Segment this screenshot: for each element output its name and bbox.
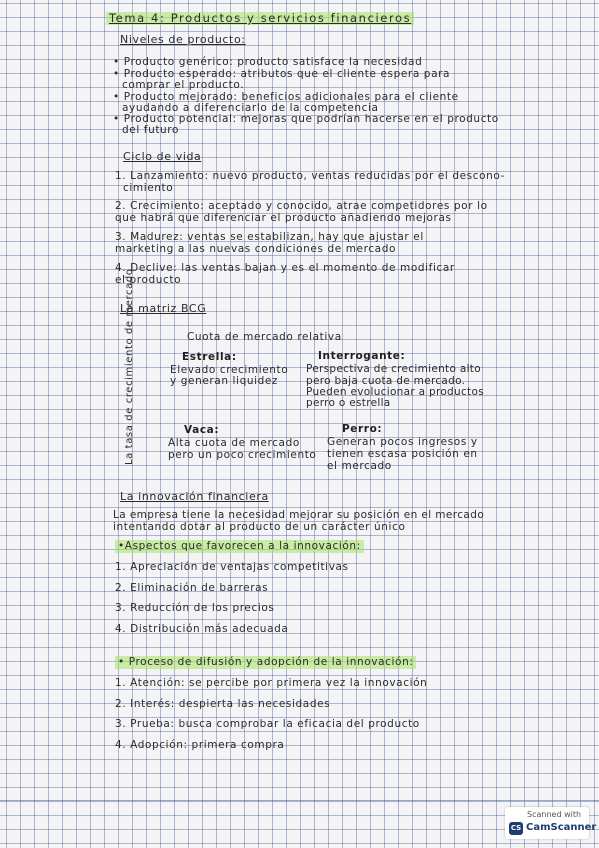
innovacion-line: La empresa tiene la necesidad mejorar su posición en el mercado [113,509,485,521]
bcg-interrogante-label: Interrogante: [318,350,406,362]
proceso-item: 4. Adopción: primera compra [115,739,285,751]
proceso-item: 2. Interés: despierta las necesidades [115,698,331,710]
proceso-item: 1. Atención: se percibe por primera vez la innovación [115,677,428,689]
bcg-heading: La matriz BCG [120,302,207,315]
bcg-perro-line: el mercado [327,460,392,472]
bcg-perro-line: Generan pocos ingresos y [327,436,478,448]
proceso-heading: • Proceso de difusión y adopción de la innovación: [115,656,416,669]
bcg-vaca-line: pero un poco crecimiento [168,449,317,461]
bcg-interrogante-line: Perspectiva de crecimiento alto [306,363,481,375]
ciclo-line: 3. Madurez: ventas se estabilizan, hay que ajustar el [115,231,424,243]
camscanner-logo-icon: CS [509,822,523,835]
niveles-heading: Niveles de producto: [120,33,246,46]
ciclo-line: 1. Lanzamiento: nuevo producto, ventas reducidas por el descono- [115,170,506,182]
aspectos-item: 3. Reducción de los precios [115,602,275,614]
bcg-estrella-line: y generan liquidez [170,375,279,387]
niveles-item: ayudando a diferenciarlo de la competencia [122,102,379,114]
innovacion-heading: La innovación financiera [120,490,269,503]
aspectos-item: 4. Distribución más adecuada [115,623,289,635]
niveles-item: del futuro [122,124,180,136]
aspectos-heading: •Aspectos que favorecen a la innovación: [115,540,364,553]
bcg-top-axis: Cuota de mercado relativa [187,331,342,343]
niveles-item: • Producto esperado: atributos que el cliente espera para [113,68,451,80]
ciclo-line: marketing a las nuevas condiciones de mercado [115,243,396,255]
bcg-interrogante-line: Pueden evolucionar a productos [306,386,484,398]
niveles-item: comprar el producto. [122,79,245,91]
bcg-vaca-label: Vaca: [184,424,220,436]
page-title: Tema 4: Productos y servicios financieros [106,12,414,25]
watermark-scanned-text: Scanned with [527,810,582,819]
bcg-interrogante-line: perro o estrella [306,397,391,409]
bcg-perro-label: Perro: [342,423,383,435]
bcg-interrogante-line: pero baja cuota de mercado. [306,375,466,387]
niveles-item: • Producto genérico: producto satisface la necesidad [113,56,423,68]
niveles-item: • Producto potencial: mejoras que podrían hacerse en el producto [113,113,499,125]
niveles-item: • Producto mejorado: beneficios adicionales para el cliente [113,91,459,103]
bcg-side-axis: La tasa de crecimiento de mercado [124,268,135,465]
bcg-vaca-line: Alta cuota de mercado [168,437,300,449]
ciclo-line: el producto [115,274,182,286]
ciclo-line: cimiento [123,182,174,194]
innovacion-line: intentando dotar al producto de un carácter único [113,521,406,533]
proceso-item: 3. Prueba: busca comprobar la eficacia del producto [115,718,420,730]
bcg-perro-line: tienen escasa posición en [327,448,478,460]
ciclo-line: que habrá que diferenciar el producto añadiendo mejoras [115,212,452,224]
ciclo-line: 4. Declive: las ventas bajan y es el momento de modificar [115,262,455,274]
ciclo-heading: Ciclo de vida [123,150,202,163]
bcg-estrella-line: Elevado crecimiento [170,364,289,376]
aspectos-item: 2. Eliminación de barreras [115,582,269,594]
watermark-brand: CamScanner [526,822,597,833]
camscanner-watermark [505,807,597,839]
aspectos-item: 1. Apreciación de ventajas competitivas [115,561,349,573]
bcg-estrella-label: Estrella: [182,351,237,363]
ciclo-line: 2. Crecimiento: aceptado y conocido, atrae competidores por lo [115,200,488,212]
